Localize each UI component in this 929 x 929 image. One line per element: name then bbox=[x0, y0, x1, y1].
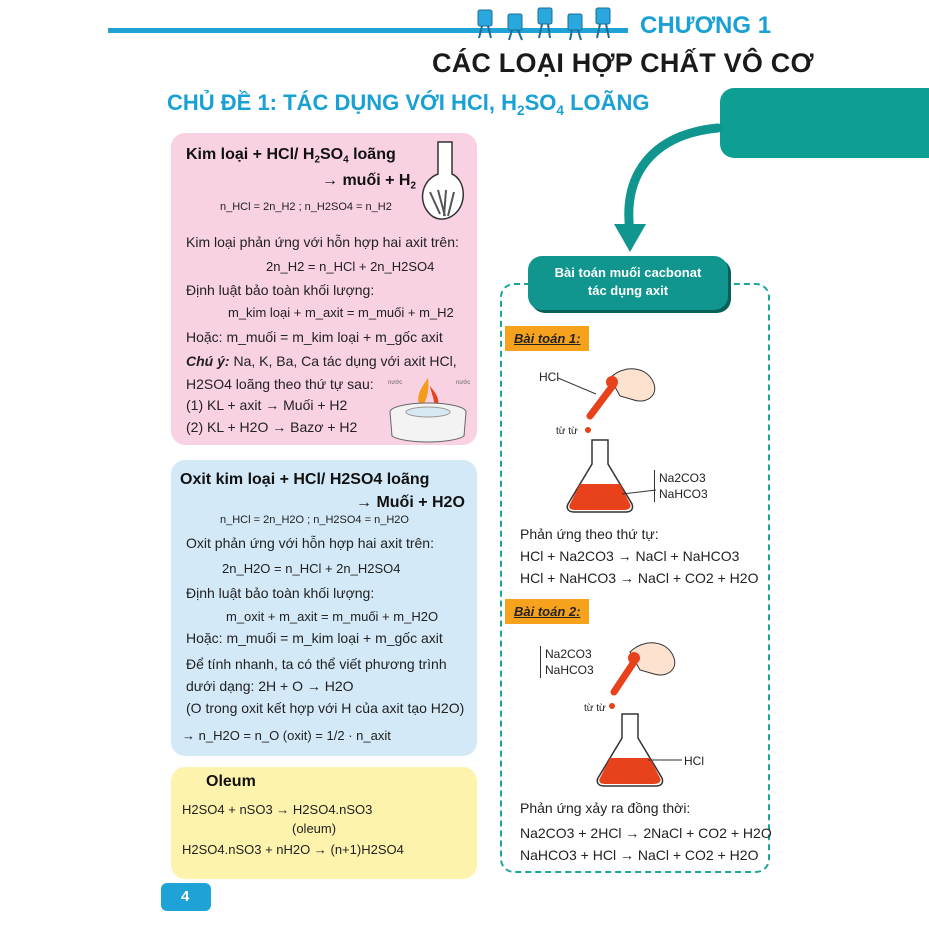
oxide-acid-line2: Định luật bảo toàn khối lượng: bbox=[186, 585, 375, 601]
problem2-reagents: Na2CO3 NaHCO3 bbox=[540, 646, 594, 678]
oxide-acid-formula2: 2n_H2O = n_HCl + 2n_H2SO4 bbox=[222, 561, 401, 576]
problem2-eq2: NaHCO3 + HCl → NaCl + CO2 + H2O bbox=[520, 847, 759, 863]
oxide-acid-line3: Hoặc: m_muối = m_kim loại + m_gốc axit bbox=[186, 630, 443, 646]
oxide-acid-line1: Oxit phản ứng với hỗn hợp hai axit trên: bbox=[186, 535, 434, 551]
dropper-hand-icon-2 bbox=[580, 634, 690, 714]
metal-acid-formula1: n_HCl = 2n_H2 ; n_H2SO4 = n_H2 bbox=[220, 201, 392, 213]
dropper-hand-icon bbox=[550, 360, 670, 440]
oxide-acid-heading-line1: Oxit kim loại + HCl/ H2SO4 loãng bbox=[180, 471, 430, 488]
problem2-flask-contents: HCl bbox=[684, 754, 704, 768]
beaker-flame-icon bbox=[384, 372, 474, 444]
oxide-acid-formula1: n_HCl = 2n_H2O ; n_H2SO4 = n_H2O bbox=[220, 514, 409, 526]
conical-flask-icon-2 bbox=[582, 712, 692, 788]
topic-heading: CHỦ ĐỀ 1: TÁC DỤNG VỚI HCl, $H_2SO_4$ LOÃNG bbox=[167, 90, 650, 118]
page-number: 4 bbox=[161, 883, 211, 911]
chapter-label: CHƯƠNG 1 bbox=[640, 12, 772, 39]
problem1-text: Phản ứng theo thứ tự: bbox=[520, 526, 659, 542]
metal-acid-heading-line1: Kim loại + HCl/ $H_2SO_4$ loãng bbox=[186, 146, 396, 166]
metal-acid-line2: Định luật bảo toàn khối lượng: bbox=[186, 282, 375, 298]
problem1-drip-label: từ từ bbox=[556, 426, 578, 437]
page-title: CÁC LOẠI HỢP CHẤT VÔ CƠ bbox=[432, 48, 814, 78]
metal-acid-line3: Hoặc: m_muối = m_kim loại + m_gốc axit bbox=[186, 329, 443, 345]
oxide-acid-line5: dưới dạng: 2H + O → H2O bbox=[186, 678, 354, 694]
metal-acid-step2: (2) KL + H2O → Bazơ + H2 bbox=[186, 419, 358, 435]
mascot-figures-icon bbox=[470, 4, 620, 44]
oxide-acid-line4: Để tính nhanh, ta có thể viết phương trình bbox=[186, 656, 447, 672]
problem2-eq1: Na2CO3 + 2HCl → 2NaCl + CO2 + H2O bbox=[520, 825, 772, 841]
metal-acid-note: Chú ý: Na, K, Ba, Ca tác dụng với axit HCl, bbox=[186, 353, 457, 369]
oleum-eq1: H2SO4 + nSO3 → H2SO4.nSO3 bbox=[182, 802, 373, 817]
problem1-tag: Bài toán 1: bbox=[505, 326, 589, 351]
svg-text:nước: nước bbox=[456, 380, 471, 386]
problem2-tag: Bài toán 2: bbox=[505, 599, 589, 624]
conical-flask-icon bbox=[552, 438, 662, 514]
metal-acid-heading-line2: → muối + $H_2$ bbox=[322, 172, 416, 192]
oxide-acid-heading-line2: → Muối + H2O bbox=[356, 494, 465, 511]
problem1-eq2: HCl + NaHCO3 → NaCl + CO2 + H2O bbox=[520, 570, 759, 586]
problem2-drip-label: từ từ bbox=[584, 703, 606, 714]
oxide-acid-formula4: → n_H2O = n_O (oxit) = 1/2 · n_axit bbox=[182, 728, 391, 743]
metal-acid-step1: (1) KL + axit → Muối + H2 bbox=[186, 397, 348, 413]
oleum-eq2: H2SO4.nSO3 + nH2O → (n+1)H2SO4 bbox=[182, 842, 404, 857]
decorative-teal-tab bbox=[720, 88, 929, 158]
metal-acid-formula2: 2n_H2 = n_HCl + 2n_H2SO4 bbox=[266, 259, 435, 274]
oleum-eq1-note: (oleum) bbox=[292, 821, 337, 836]
carbonate-problems-header: Bài toán muối cacbonat tác dụng axit bbox=[528, 256, 728, 310]
oleum-heading: Oleum bbox=[206, 773, 256, 790]
problem2-text: Phản ứng xảy ra đồng thời: bbox=[520, 800, 691, 816]
metal-acid-line1: Kim loại phản ứng với hỗn hợp hai axit trên: bbox=[186, 234, 459, 250]
metal-acid-note-line2: H2SO4 loãng theo thứ tự sau: bbox=[186, 376, 374, 392]
metal-acid-formula3: m_kim loại + m_axit = m_muối + m_H2 bbox=[228, 305, 454, 320]
oxide-acid-line6: (O trong oxit kết hợp với H của axit tạo H2O) bbox=[186, 700, 465, 716]
problem1-reagent: HCl bbox=[539, 370, 559, 384]
round-flask-icon bbox=[420, 140, 470, 224]
curved-arrow-icon bbox=[600, 120, 730, 260]
svg-text:nước: nước bbox=[388, 380, 403, 386]
problem1-flask-contents: Na2CO3 NaHCO3 bbox=[654, 470, 708, 502]
problem1-eq1: HCl + Na2CO3 → NaCl + NaHCO3 bbox=[520, 548, 740, 564]
oxide-acid-formula3: m_oxit + m_axit = m_muối + m_H2O bbox=[226, 609, 439, 624]
